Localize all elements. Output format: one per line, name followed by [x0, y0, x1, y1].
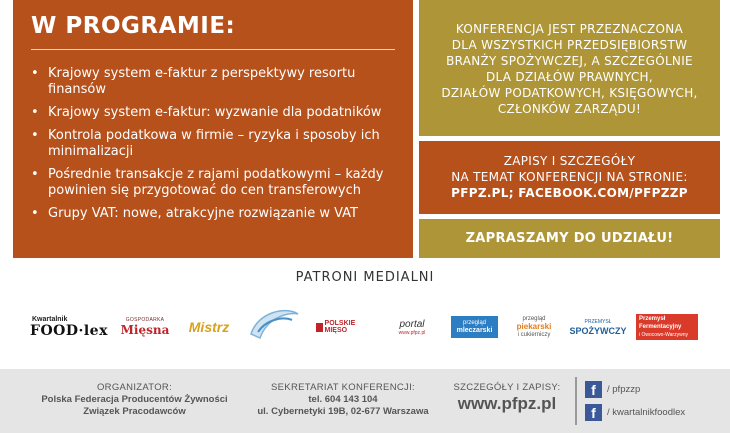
program-item: • Pośrednie transakcje z rajami podatkowymi – każdy powinien się przygotować do cen transferowych [31, 167, 384, 198]
patrons-title: PATRONI MEDIALNI [295, 270, 435, 285]
signup-line: ZAPISY I SZCZEGÓŁY [503, 154, 636, 168]
program-item: • Krajowy system e-faktur: wyzwanie dla podatników [31, 105, 382, 120]
przeglad-piekarski-logo: przegląd piekarski i cukierniczy [516, 316, 552, 338]
facebook-link-pfpzzp[interactable] [585, 381, 640, 398]
portal-logo: portal www.pfpz.pl [398, 318, 426, 336]
audience-line: CZŁONKÓW ZARZĄDU! [497, 102, 642, 116]
organizer-block [22, 382, 247, 418]
facebook-handle: / kwartalnikfoodlex [607, 407, 686, 418]
foodlex-logo: Kwartalnik FOOD·lex [30, 315, 108, 339]
details-block [448, 382, 566, 413]
signup-panel [419, 141, 720, 214]
secretariat-phone: tel. 604 143 104 [308, 394, 378, 405]
footer-divider [575, 377, 577, 425]
napoje-logo [246, 304, 303, 346]
footer [0, 369, 730, 433]
swirl-icon [246, 304, 303, 346]
program-divider [31, 49, 395, 50]
przeglad-mleczarski-logo: przegląd mleczarski [451, 316, 498, 338]
program-item: • Grupy VAT: nowe, atrakcyjne rozwiązanie w VAT [31, 206, 358, 221]
program-list [31, 66, 395, 222]
signup-links[interactable]: PFPZ.PL; FACEBOOK.COM/PFPZZP [451, 186, 688, 200]
organizer-name: Polska Federacja Producentów Żywności [41, 394, 228, 405]
facebook-handle: / pfpzzp [607, 384, 641, 395]
invite-banner: ZAPRASZAMY DO UDZIAŁU! [419, 219, 720, 258]
program-box [13, 0, 413, 258]
audience-line: DZIAŁÓW PODATKOWYCH, KSIĘGOWYCH, [441, 86, 698, 100]
gospodarka-miesna-logo: GOSPODARKA Mięsna [120, 317, 170, 337]
program-item: • Krajowy system e-faktur z perspektywy resortu finansów [31, 66, 356, 97]
secretariat-label: SEKRETARIAT KONFERENCJI: [271, 382, 415, 393]
facebook-icon: f [585, 381, 602, 398]
audience-line: BRANŻY SPOŻYWCZEJ, A SZCZEGÓLNIE [446, 54, 693, 68]
mistrz-logo: Mistrz [188, 319, 230, 335]
przemysl-fermentacyjny-logo: Przemysł Fermentacyjny i Owocowo-Warzywny [636, 314, 698, 340]
audience-line: DLA DZIAŁÓW PRAWNYCH, [486, 70, 653, 84]
facebook-icon: f [585, 404, 602, 421]
organizer-subname: Związek Pracodawców [83, 406, 186, 417]
polskie-mieso-logo: POLSKIE MIĘSO [316, 310, 376, 344]
facebook-link-foodlex[interactable] [585, 404, 685, 421]
signup-line: NA TEMAT KONFERENCJI NA STRONIE: [451, 170, 688, 184]
audience-line: DLA WSZYSTKICH PRZEDSIĘBIORSTW [451, 38, 688, 52]
secretariat-block [248, 382, 438, 418]
details-url[interactable]: www.pfpz.pl [457, 394, 557, 413]
audience-panel [419, 0, 720, 136]
organizer-label: ORGANIZATOR: [96, 382, 173, 393]
program-item: • Kontrola podatkowa w firmie – ryzyka i sposoby ich minimalizacji [31, 128, 380, 159]
audience-line: KONFERENCJA JEST PRZEZNACZONA [455, 22, 684, 36]
details-label: SZCZEGÓŁY I ZAPISY: [453, 382, 561, 393]
przemysl-spozywczy-logo: PRZEMYSŁ SPOŻYWCZY [569, 319, 627, 336]
program-title: W PROGRAMIE: [31, 13, 236, 39]
secretariat-address: ul. Cybernetyki 19B, 02-677 Warszawa [257, 406, 429, 417]
